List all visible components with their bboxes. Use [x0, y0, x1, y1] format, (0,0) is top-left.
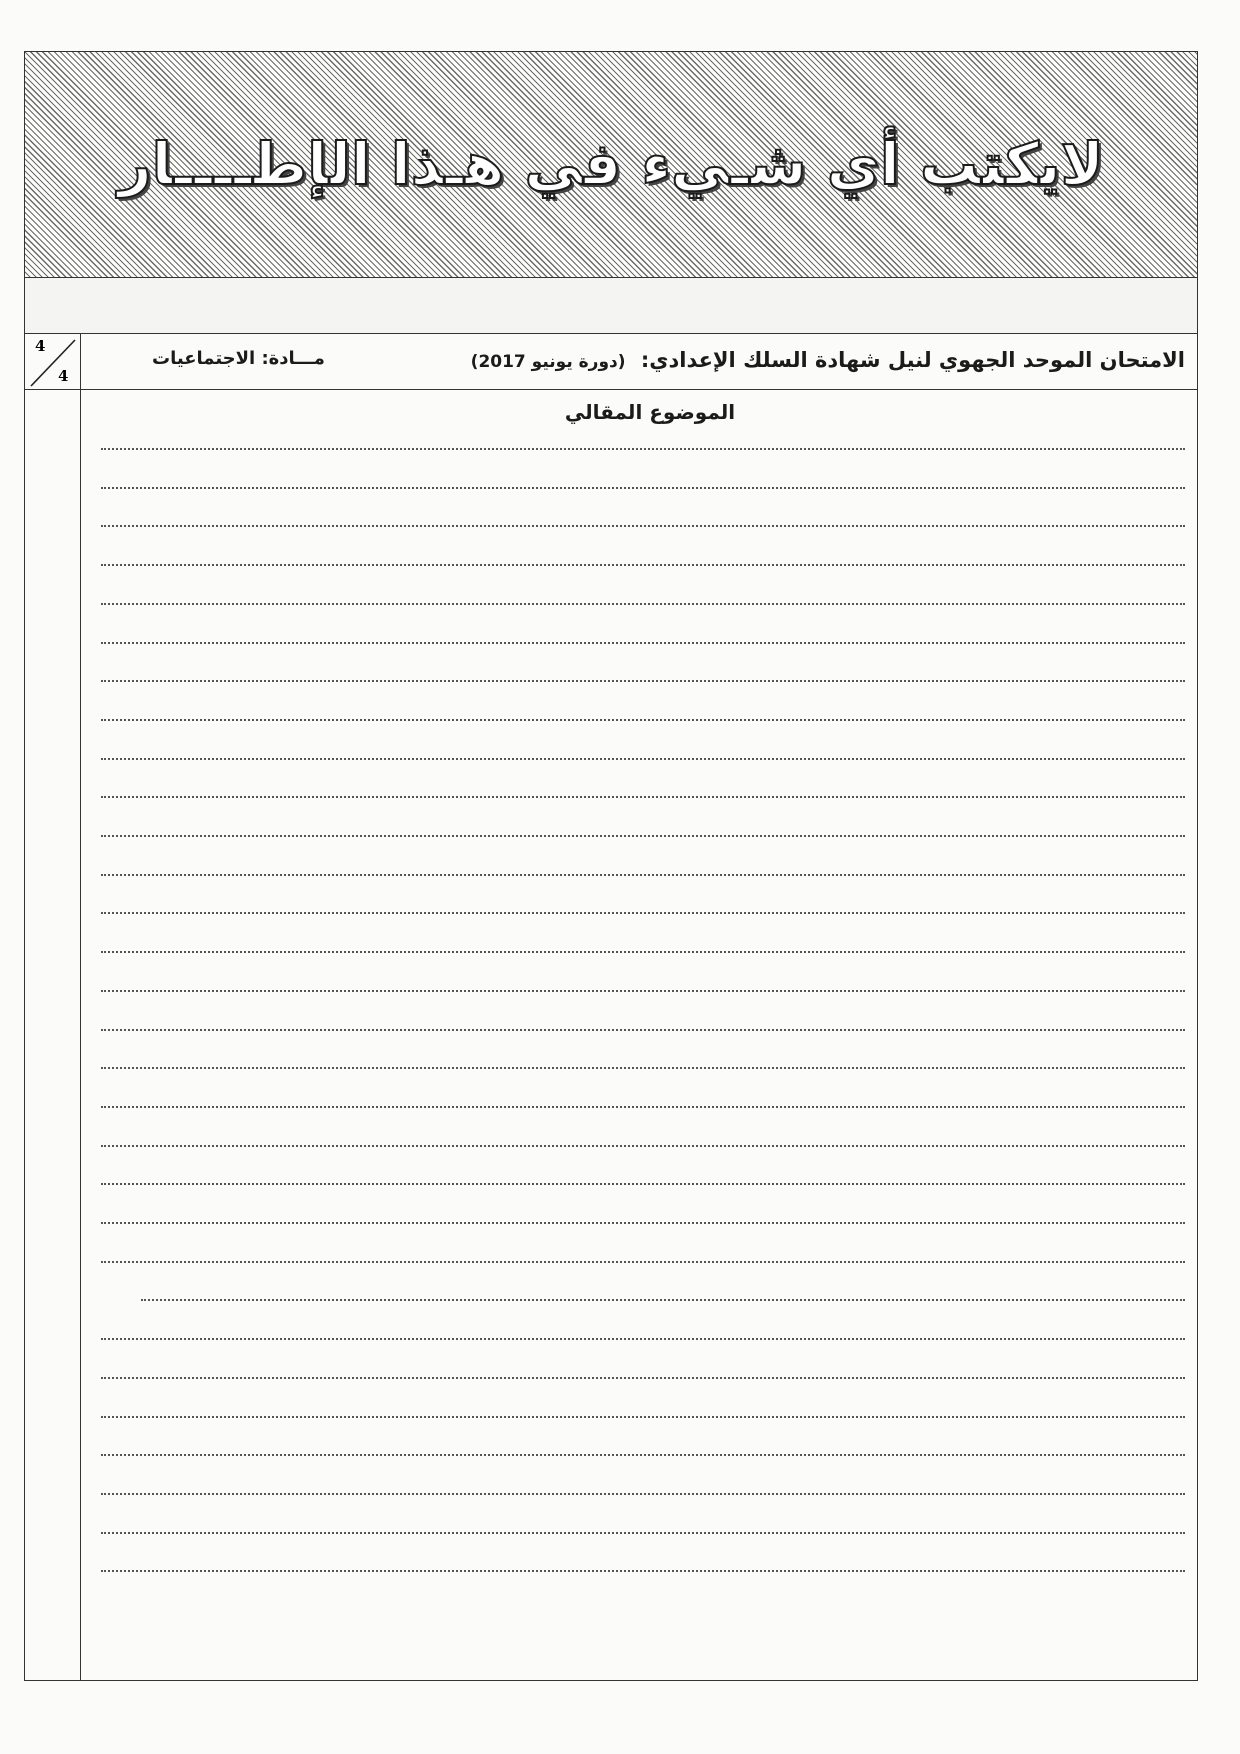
answer-line[interactable] [141, 1299, 1185, 1301]
answer-line[interactable] [101, 1106, 1185, 1108]
answer-line[interactable] [101, 1222, 1185, 1224]
answer-line[interactable] [101, 1183, 1185, 1185]
answer-line[interactable] [101, 874, 1185, 876]
no-write-hatched-box [25, 52, 1197, 278]
margin-column [80, 390, 81, 1680]
no-write-notice: لايكتب أي شـيء في هـذا الإطــــار [118, 130, 1104, 198]
answer-line[interactable] [101, 1338, 1185, 1340]
page-fraction-slash-icon [25, 334, 81, 390]
answer-line[interactable] [101, 487, 1185, 489]
answer-line[interactable] [101, 564, 1185, 566]
answer-line[interactable] [101, 1416, 1185, 1418]
answer-line[interactable] [101, 912, 1185, 914]
exam-header-row [25, 334, 1197, 390]
exam-title-text: الامتحان الموحد الجهوي لنيل شهادة السلك الإعدادي: [640, 348, 1185, 372]
answer-line[interactable] [101, 1454, 1185, 1456]
answer-line[interactable] [101, 758, 1185, 760]
answer-line[interactable] [101, 680, 1185, 682]
answer-line[interactable] [101, 1145, 1185, 1147]
answer-line[interactable] [101, 1029, 1185, 1031]
answer-line[interactable] [101, 603, 1185, 605]
answer-line[interactable] [101, 448, 1185, 450]
page-total: 4 [58, 367, 69, 385]
exam-sheet-frame [24, 51, 1198, 1681]
answer-line[interactable] [101, 796, 1185, 798]
subject-label: مـــادة: الاجتماعيات [152, 348, 325, 369]
answer-line[interactable] [101, 990, 1185, 992]
answer-line[interactable] [101, 1493, 1185, 1495]
answer-line[interactable] [101, 642, 1185, 644]
answer-line[interactable] [101, 1377, 1185, 1379]
answer-line[interactable] [101, 719, 1185, 721]
page-number: 4 [35, 337, 46, 355]
blank-strip [25, 278, 1197, 334]
answer-line[interactable] [101, 835, 1185, 837]
exam-session: (دورة يونيو 2017) [470, 352, 626, 372]
answer-line[interactable] [101, 1570, 1185, 1572]
exam-title [471, 348, 1185, 372]
answer-line[interactable] [101, 951, 1185, 953]
answer-line[interactable] [101, 1261, 1185, 1263]
answer-line[interactable] [101, 1067, 1185, 1069]
answer-line[interactable] [101, 525, 1185, 527]
page-indicator [25, 334, 81, 389]
answer-area [25, 390, 1197, 1680]
essay-title: الموضوع المقالي [564, 400, 736, 424]
answer-line[interactable] [101, 1532, 1185, 1534]
